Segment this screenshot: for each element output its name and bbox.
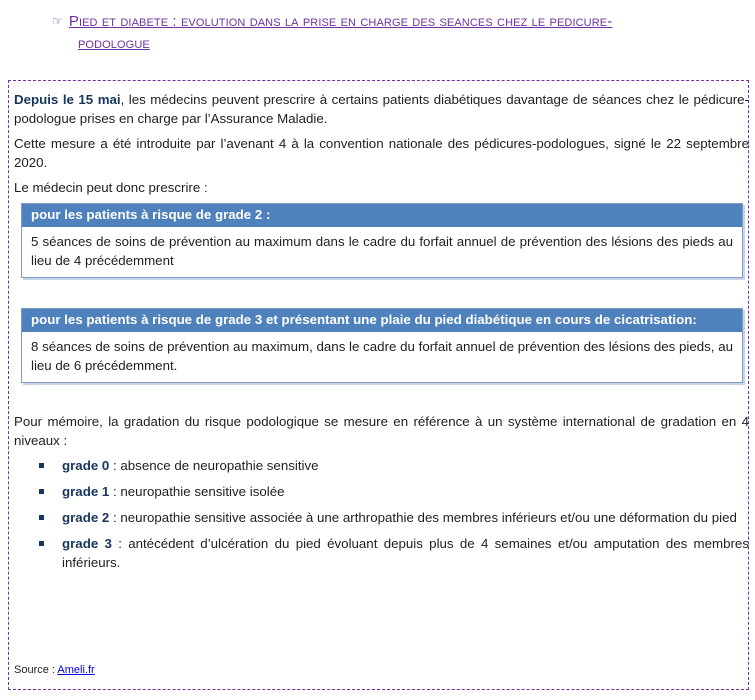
grades-list [14, 456, 749, 572]
grade2-box-body: 5 séances de soins de prévention au maximum dans le cadre du forfait annuel de prévention des lésions des pieds au lieu de 4 précédemment [31, 234, 733, 268]
article-content [14, 90, 749, 579]
source-line [14, 663, 95, 677]
memo-paragraph: Pour mémoire, la gradation du risque podologique se mesure en référence à un système international de gradation en 4 niveaux : [14, 414, 749, 448]
source-link[interactable]: Ameli.fr [57, 664, 95, 676]
square-bullet-icon [39, 463, 44, 468]
grade-text: : antécédent d’ulcération du pied évoluant depuis plus de 4 semaines et/ou amputation des membres inférieurs. [62, 536, 749, 570]
intro-text: , les médecins peuvent prescrire à certains patients diabétiques davantage de séances chez le pédicure-podologue prises en charge par l’Assurance Maladie. [14, 92, 749, 126]
grade3-box-body: 8 séances de soins de prévention au maximum, dans le cadre du forfait annuel de prévention des lésions des pieds, au lieu de 6 précédemment. [31, 339, 733, 373]
intro-date: Depuis le 15 mai [14, 92, 121, 107]
square-bullet-icon [39, 515, 44, 520]
heading-line-2: podologue [78, 35, 150, 52]
grade2-box-title: pour les patients à risque de grade 2 : [22, 204, 742, 227]
measure-paragraph: Cette mesure a été introduite par l’avenant 4 à la convention nationale des pédicures-podologues, signé le 22 septembre 2020. [14, 136, 749, 170]
grade-text: : neuropathie sensitive associée à une arthropathie des membres inférieurs et/ou une déformation du pied [109, 510, 737, 525]
source-label: Source : [14, 664, 58, 676]
square-bullet-icon [39, 541, 44, 546]
list-item [14, 482, 749, 501]
square-bullet-icon [39, 489, 44, 494]
list-item [14, 456, 749, 475]
grade-text: : neuropathie sensitive isolée [109, 484, 285, 499]
grade2-box [21, 203, 743, 278]
grade3-box-title: pour les patients à risque de grade 3 et présentant une plaie du pied diabétique en cours de cicatrisation: [22, 309, 742, 332]
intro-paragraph [14, 90, 749, 128]
grade-label: grade 0 [62, 458, 110, 473]
grade-label: grade 1 [62, 484, 110, 499]
grade3-box [21, 308, 743, 383]
section-heading [52, 10, 742, 55]
grade-text: : absence de neuropathie sensitive [109, 458, 319, 473]
prescribe-paragraph: Le médecin peut donc prescrire : [14, 180, 208, 195]
pointing-hand-icon: ☞ [52, 14, 63, 28]
list-item [14, 534, 749, 572]
list-item [14, 508, 749, 527]
heading-line-1: Pied et diabete : evolution dans la prise en charge des seances chez le pedicure- [68, 13, 613, 30]
grade-label: grade 2 [62, 510, 110, 525]
grade-label: grade 3 [62, 536, 112, 551]
